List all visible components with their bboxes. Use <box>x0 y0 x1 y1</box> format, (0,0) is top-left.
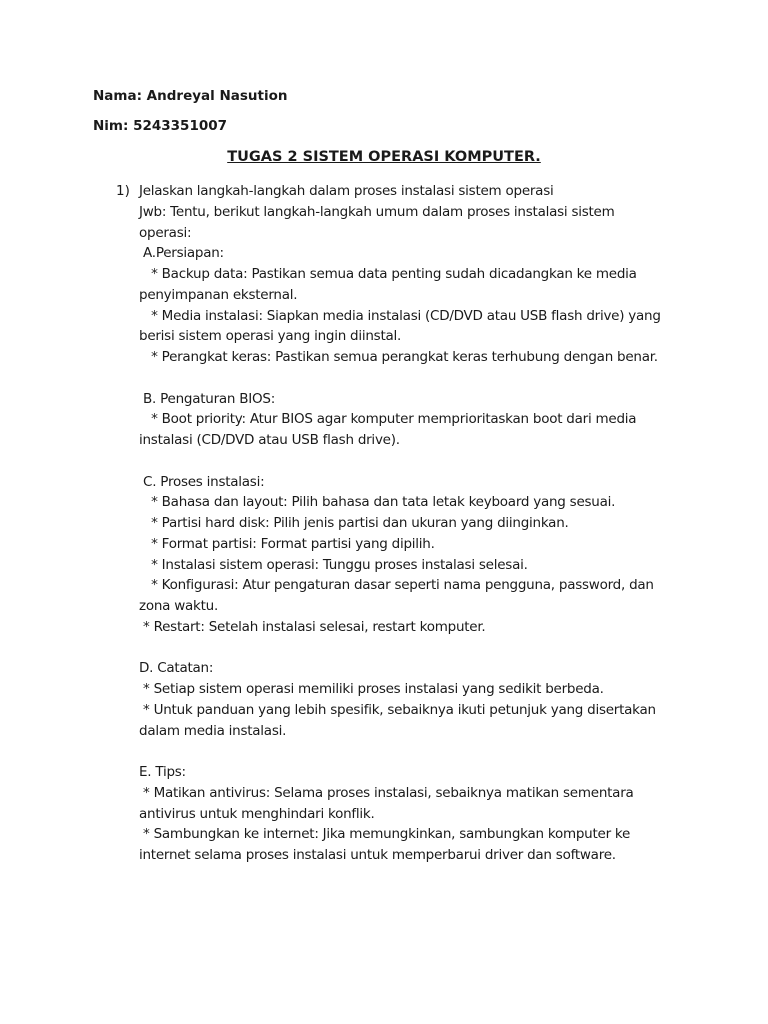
text-line: D. Catatan: <box>139 660 214 677</box>
text-line: * Backup data: Pastikan semua data penting sudah dicadangkan ke media <box>139 266 637 282</box>
student-nim: Nim: 5243351007 <box>93 118 228 134</box>
document-title: TUGAS 2 SISTEM OPERASI KOMPUTER. <box>227 149 541 165</box>
text-line: * Partisi hard disk: Pilih jenis partisi dan ukuran yang diinginkan. <box>139 515 569 531</box>
text-line: A.Persiapan: <box>139 245 224 262</box>
text-line: berisi sistem operasi yang ingin diinstal. <box>139 328 402 345</box>
text-line <box>139 368 669 389</box>
text-line: * Media instalasi: Siapkan media instalasi (CD/DVD atau USB flash drive) yang <box>139 307 661 324</box>
text-line: Jelaskan langkah-langkah dalam proses instalasi sistem operasi <box>139 183 554 199</box>
text-line: * Bahasa dan layout: Pilih bahasa dan tata letak keyboard yang sesuai. <box>139 494 616 511</box>
text-line: * Sambungkan ke internet: Jika memungkinkan, sambungkan komputer ke <box>139 826 631 843</box>
answer-body <box>139 181 669 866</box>
text-line: zona waktu. <box>139 598 218 614</box>
question-number: 1) <box>116 183 130 199</box>
text-line: * Konfigurasi: Atur pengaturan dasar seperti nama pengguna, password, dan <box>139 577 654 594</box>
text-line <box>139 741 669 762</box>
text-line: instalasi (CD/DVD atau USB flash drive). <box>139 432 400 448</box>
text-line: * Setiap sistem operasi memiliki proses instalasi yang sedikit berbeda. <box>139 681 604 697</box>
text-line: antivirus untuk menghindari konflik. <box>139 805 375 822</box>
text-line <box>139 638 669 659</box>
student-name: Nama: Andreyal Nasution <box>93 88 288 104</box>
text-line: E. Tips: <box>139 764 186 780</box>
text-line: * Restart: Setelah instalasi selesai, restart komputer. <box>139 618 486 635</box>
text-line: Jwb: Tentu, berikut langkah-langkah umum dalam proses instalasi sistem <box>139 203 615 220</box>
text-line: * Instalasi sistem operasi: Tunggu proses instalasi selesai. <box>139 556 528 573</box>
text-line: * Boot priority: Atur BIOS agar komputer memprioritaskan boot dari media <box>139 411 637 428</box>
text-line: * Untuk panduan yang lebih spesifik, sebaiknya ikuti petunjuk yang disertakan <box>139 701 656 718</box>
text-line: penyimpanan eksternal. <box>139 286 298 303</box>
text-line: dalam media instalasi. <box>139 722 287 739</box>
text-line: operasi: <box>139 224 192 241</box>
text-line: B. Pengaturan BIOS: <box>139 390 276 407</box>
text-line: * Matikan antivirus: Selama proses instalasi, sebaiknya matikan sementara <box>139 784 634 801</box>
text-line: C. Proses instalasi: <box>139 473 265 490</box>
text-line <box>139 451 669 472</box>
text-line: * Perangkat keras: Pastikan semua perangkat keras terhubung dengan benar. <box>139 349 658 365</box>
text-line: * Format partisi: Format partisi yang dipilih. <box>139 535 435 552</box>
text-line: internet selama proses instalasi untuk memperbarui driver dan software. <box>139 847 616 863</box>
